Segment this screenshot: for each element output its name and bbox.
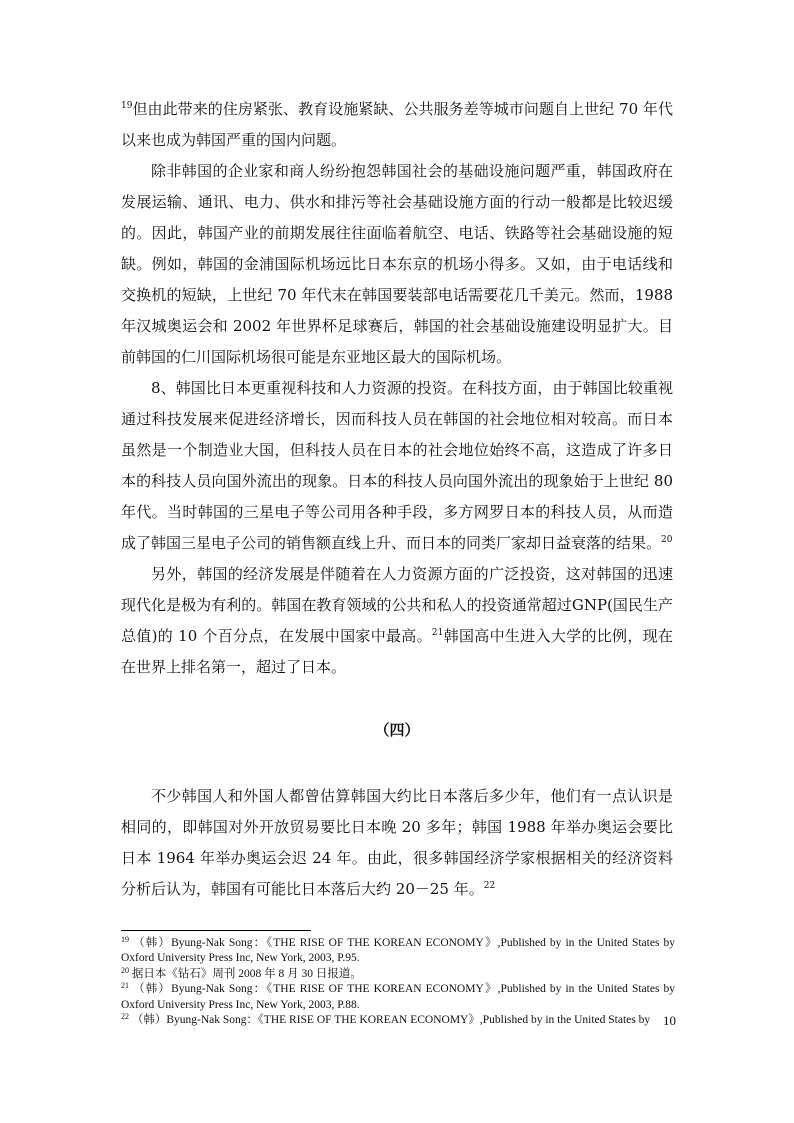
footnote-text: 据日本《钻石》周刊 2008 年 8 月 30 日报道。 (131, 967, 362, 980)
footnote-number: 21 (121, 981, 129, 991)
paragraph-3 (121, 373, 673, 559)
paragraph-4-text-2: 韩国高中生进入大学的比例，现在在世界上排名第一，超过了日本。 (121, 627, 673, 676)
footnote-text: （韩）Byung-Nak Song：《THE RISE OF THE KOREAN ECONOMY》,Published by in the United States by Oxford University Press Inc, New York, 2003, P.95. (121, 937, 675, 965)
footnote-ref-22: 22 (483, 881, 496, 891)
footnote-21 (121, 982, 675, 1013)
footnote-separator (121, 930, 311, 931)
paragraph-1-text: 但由此带来的住房紧张、教育设施紧缺、公共服务差等城市问题自上世纪 70 年代以来也成为韩国严重的国内问题。 (121, 100, 673, 149)
page-number: 10 (663, 1013, 676, 1028)
footnote-ref-21: 21 (431, 628, 444, 638)
paragraph-1 (121, 94, 673, 156)
footnote-number: 22 (121, 1012, 129, 1022)
footnote-text: （韩）Byung-Nak Song：《THE RISE OF THE KOREAN ECONOMY》,Published by in the United States by Oxford University Press Inc, New York, 2003, P.88. (121, 983, 675, 1011)
footnote-22 (121, 1013, 675, 1028)
footnote-ref-20: 20 (661, 535, 673, 545)
body-text-lower (121, 781, 673, 905)
paragraph-3-text: 8、韩国比日本更重视科技和人力资源的投资。在科技方面，由于韩国比较重视通过科技发展来促进经济增长，因而科技人员在韩国的社会地位相对较高。而日本虽然是一个制造业大国，但科技人员在日本的社会地位始终不高，这造成了许多日本的科技人员向国外流出的现象。日本的科技人员向国外流出的现象始于上世纪 80 年代。当时韩国的三星电子等公司用各种手段，多方网罗日本的科技人员，从而造成了韩国三星电子公司的销售额直线上升、而日本的同类厂家却日益衰落的结果。 (121, 379, 673, 552)
footnote-ref-19: 19 (121, 101, 133, 111)
footnote-20 (121, 967, 675, 982)
paragraph-5-text: 不少韩国人和外国人都曾估算韩国大约比日本落后多少年，他们有一点认识是相同的，即韩国对外开放贸易要比日本晚 20 多年；韩国 1988 年举办奥运会要比日本 1964 年举办奥运会迟 24 年。由此，很多韩国经济学家根据相关的经济资料分析后认为，韩国有可能比日本落后大约 20－25 年。 (121, 787, 673, 898)
paragraph-2: 除非韩国的企业家和商人纷纷抱怨韩国社会的基础设施问题严重，韩国政府在发展运输、通讯、电力、供水和排污等社会基础设施方面的行动一般都是比较迟缓的。因此，韩国产业的前期发展往往面临着航空、电话、铁路等社会基础设施的短缺。例如，韩国的金浦国际机场远比日本东京的机场小得多。又如，由于电话线和交换机的短缺，上世纪 70 年代末在韩国要装部电话需要花几千美元。然而，1988 年汉城奥运会和 2002 年世界杯足球赛后，韩国的社会基础设施建设明显扩大。目前韩国的仁川国际机场很可能是东亚地区最大的国际机场。 (121, 162, 673, 366)
body-text-upper (121, 94, 673, 683)
footnotes (121, 936, 675, 1028)
footnote-19 (121, 936, 675, 967)
footnote-text: （韩）Byung-Nak Song：《THE RISE OF THE KOREAN ECONOMY》,Published by in the United States by (131, 1014, 651, 1027)
paragraph-4-text: 另外，韩国的经济发展是伴随着在人力资源方面的广泛投资，这对韩国的迅速现代化是极为有利的。韩国在教育领域的公共和私人的投资通常超过GNP(国民生产总值)的 10 个百分点，在发展中国家中最高。 (121, 565, 673, 645)
section-heading: （四） (374, 721, 420, 739)
footnote-number: 19 (121, 935, 129, 944)
footnote-number: 20 (121, 965, 129, 975)
paragraph-5 (121, 781, 673, 905)
paragraph-4 (121, 559, 673, 683)
